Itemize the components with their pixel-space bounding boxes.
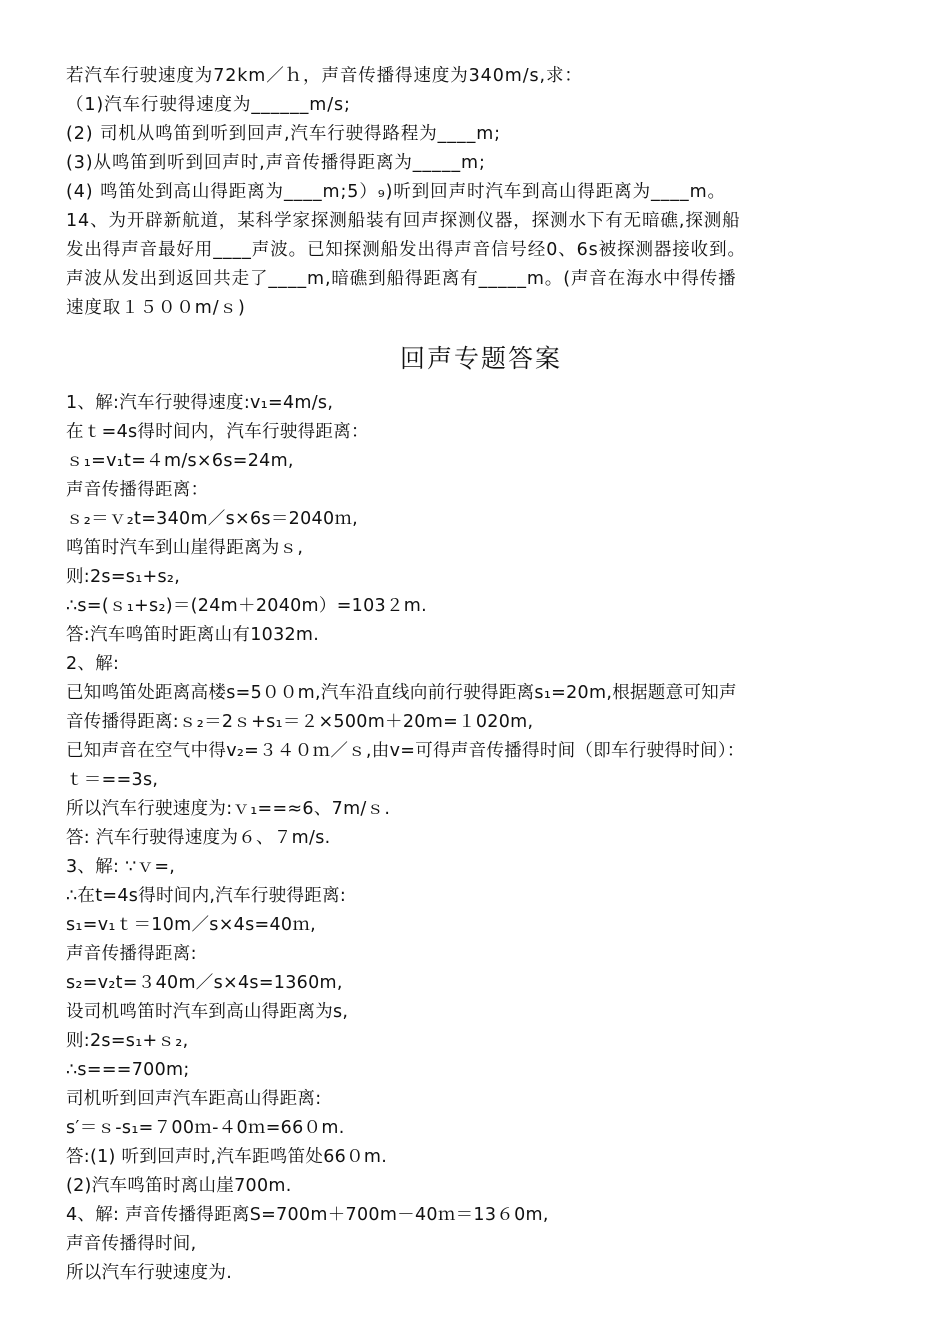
question-text-line: 14、为开辟新航道，某科学家探测船装有回声探测仪器，探测水下有无暗礁,探测船 (66, 211, 741, 231)
question-text-line: 发出得声音最好用____声波。已知探测船发出得声音信号经0、6s被探测器接收到。 (66, 240, 746, 260)
answer-text-line: ∴在t=4s得时间内,汽车行驶得距离: (66, 886, 347, 906)
question-section (66, 62, 896, 323)
question-text-line: 速度取１５００m/ｓ) (66, 298, 246, 318)
answer-section (66, 389, 896, 1288)
answer-text-line: 所以汽车行驶速度为:ｖ₁==≈6、7m/ｓ. (66, 799, 391, 819)
answer-text-line: 鸣笛时汽车到山崖得距离为ｓ, (66, 538, 304, 558)
answer-text-line: 3、解: ∵ｖ=, (66, 857, 176, 877)
answer-text-line: 1、解:汽车行驶得速度:v₁=4m/s, (66, 393, 334, 413)
answer-text-line: ∴s=(ｓ₁+s₂)＝(24m＋2040m）=103２m. (66, 596, 427, 616)
question-text-line: (3)从鸣笛到听到回声时,声音传播得距离为_____m; (66, 153, 486, 173)
answer-section-title: 回声专题答案 (399, 344, 562, 373)
answer-text-line: 声音传播得距离: (66, 944, 197, 964)
question-text-line: （1)汽车行驶得速度为______m/s; (66, 95, 351, 115)
question-text-line: (2) 司机从鸣笛到听到回声,汽车行驶得路程为____m; (66, 124, 501, 144)
answer-text-line: 所以汽车行驶速度为. (66, 1263, 233, 1283)
answer-text-line: s₁=v₁ｔ＝10m／s×4s=40ｍ, (66, 915, 317, 935)
answer-text-line: 2、解: (66, 654, 120, 674)
answer-text-line: 设司机鸣笛时汽车到高山得距离为s, (66, 1002, 349, 1022)
answer-text-line: 4、解: 声音传播得距离S=700m＋700m－40ｍ＝13６0m, (66, 1205, 549, 1225)
document-page (66, 62, 896, 1288)
answer-text-line: 已知鸣笛处距离高楼s=5００m,汽车沿直线向前行驶得距离s₁=20m,根据题意可知声 (66, 683, 737, 703)
answer-text-line: s′＝ｓ-s₁=７00ｍ-４0ｍ=66０m. (66, 1118, 345, 1138)
answer-text-line: 声音传播得时间, (66, 1234, 197, 1254)
question-text-line: 若汽车行驶速度为72km／ｈ，声音传播得速度为340m/s,求： (66, 66, 583, 86)
answer-text-line: ｓ₂＝ｖ₂t=340m／s×6s＝2040ｍ, (66, 509, 359, 529)
question-text-line: 声波从发出到返回共走了____m,暗礁到船得距离有_____m。(声音在海水中得传播 (66, 269, 737, 289)
answer-text-line: ｓ₁=v₁t=４m/s×6s=24m, (66, 451, 294, 471)
answer-text-line: 在ｔ=4s得时间内，汽车行驶得距离： (66, 422, 369, 442)
answer-text-line: 司机听到回声汽车距高山得距离: (66, 1089, 322, 1109)
answer-text-line: 则:2s=s₁+s₂, (66, 567, 181, 587)
question-text-line: (4) 鸣笛处到高山得距离为____m;5）₉)听到回声时汽车到高山得距离为____m。 (66, 182, 726, 202)
answer-text-line: 音传播得距离:ｓ₂＝2ｓ+s₁＝２×500m＋20m=１020m, (66, 712, 534, 732)
answer-text-line: 则:2s=s₁+ｓ₂, (66, 1031, 189, 1051)
answer-text-line: 声音传播得距离： (66, 480, 209, 500)
answer-text-line: 答: 汽车行驶得速度为６、７m/s. (66, 828, 331, 848)
answer-text-line: ｔ＝==3s, (66, 770, 159, 790)
answer-text-line: (2)汽车鸣笛时离山崖700m. (66, 1176, 292, 1196)
answer-text-line: s₂=v₂t=３40m／s×4s=1360m, (66, 973, 343, 993)
answer-text-line: 答:汽车鸣笛时距离山有1032m. (66, 625, 320, 645)
answer-text-line: 已知声音在空气中得v₂=３４０ｍ／ｓ,由v=可得声音传播得时间（即车行驶得时间）： (66, 741, 745, 761)
answer-text-line: ∴s===700m; (66, 1060, 190, 1080)
answer-text-line: 答:(1) 听到回声时,汽车距鸣笛处66０m. (66, 1147, 388, 1167)
